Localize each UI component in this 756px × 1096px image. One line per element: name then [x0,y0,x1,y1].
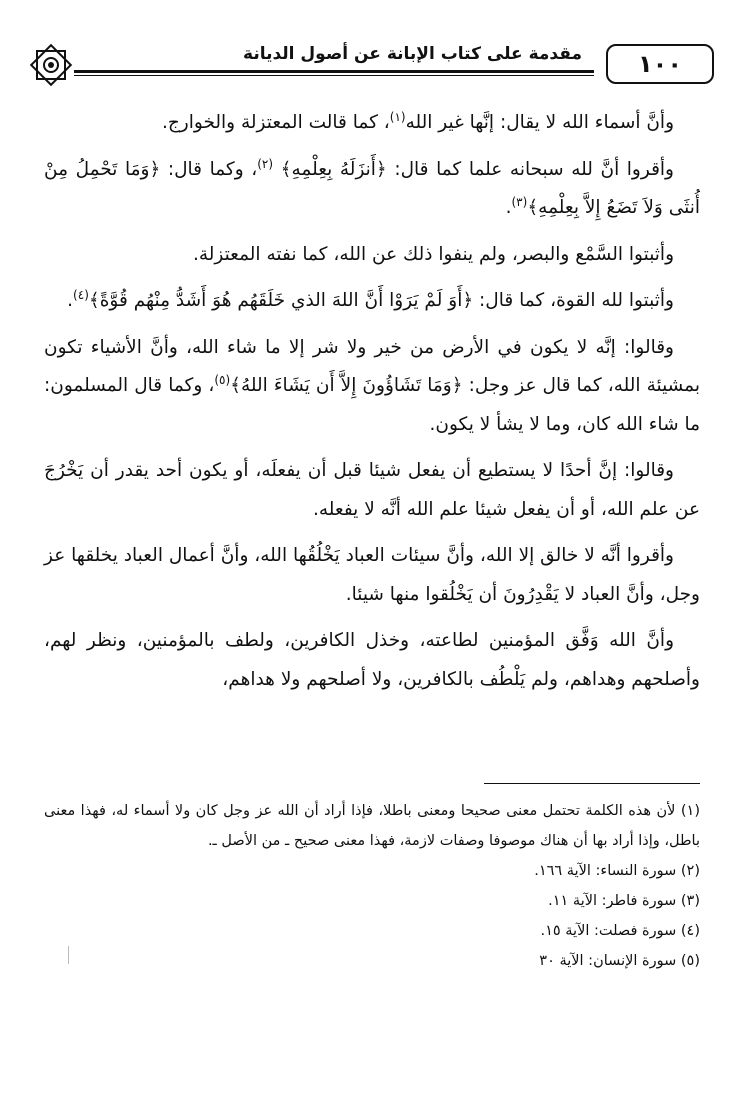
text-segment: وقالوا: إنَّ أحدًا لا يستطيع أن يفعل شيئا قبل أن يفعلَه، أو يكون أحد يقدر أن يَخْرُجَ عن علم الله، أو أن يفعل شيئا علم الله أنَّه لا يفعله. [44,460,700,520]
page-header [28,40,714,90]
footnote: (٥) سورة الإنسان: الآية ٣٠ [539,953,700,969]
text-segment: . [67,290,74,311]
text-segment: وأنَّ الله وَفَّق المؤمنين لطاعته، وخذل الكافرين، ولطف بالمؤمنين، ونظر لهم، وأصلحهم وهداهم، ولم يَلْطُف بالكافرين، ولا أصلحهم ولا هداهم، [44,630,700,690]
footnote-reference: (١) [389,109,406,124]
footnote-reference: (٣) [511,194,528,209]
text-segment: وأنَّ أسماء الله لا يقال: إنَّها غير الله [405,112,674,133]
footnote-reference: (٥) [214,372,231,387]
footnote: (١) لأن هذه الكلمة تحتمل معنى صحيحا ومعنى باطلا، فإذا أراد أن الله عز وجل كان ولا أسماء له، فهذا معنى باطل، وإذا أراد بها أن هناك موصوفا وصفات لازمة، فهذا معنى صحيح ـ من الأصل ـ. [44,803,700,849]
text-segment: ، كما قالت المعتزلة والخوارج. [161,112,390,133]
footnotes [44,796,700,976]
text-segment: ، وكما قال المسلمون: ما شاء الله كان، وما لا يشأ لا يكون. [44,375,700,435]
text-segment: وقالوا: إنَّه لا يكون في الأرض من خير ولا شر إلا ما شاء الله، وأنَّ الأشياء تكون بمشيئة الله، كما قال عز وجل: ﴿وَمَا تَشَاؤُونَ إِلاَّ أَن يَشَاءَ اللهُ﴾ [44,336,700,396]
text-segment: وأثبتوا لله القوة، كما قال: ﴿أَوَ لَمْ يَرَوْا أَنَّ اللهَ الذي خَلَقَهُم هُوَ أَشَدُّ مِنْهُم قُوَّةً﴾ [88,290,674,311]
text-segment: وأثبتوا السَّمْع والبصر، ولم ينفوا ذلك عن الله، كما نفته المعتزلة. [192,243,674,265]
text-segment: ، وكما قال: ﴿وَمَا تَحْمِلُ مِنْ أُنثَى وَلاَ تَضَعُ إِلاَّ بِعِلْمِهِ﴾ [44,158,700,218]
body-paragraph [44,104,700,143]
text-segment: . [505,197,512,218]
footnote: (٣) سورة فاطر: الآية ١١. [548,893,700,909]
main-text [44,104,700,707]
footnote-reference: (٤) [73,287,89,302]
header-rule [74,70,594,73]
footnote: (٤) سورة فصلت: الآية ١٥. [540,923,700,939]
page-number: ١٠٠ [606,44,714,84]
footnote-separator [484,783,700,784]
footnote: (٢) سورة النساء: الآية ١٦٦. [534,863,700,879]
body-paragraph [44,622,700,699]
body-paragraph [44,151,700,228]
body-paragraph [44,236,700,275]
text-segment: وأقروا أنَّ لله سبحانه علما كما قال: ﴿أَنزَلَهُ بِعِلْمِهِ﴾ [273,158,674,180]
body-paragraph [44,329,700,445]
header-rule-thin [74,75,594,76]
scan-speck [68,946,69,964]
running-title: مقدمة على كتاب الإبانة عن أصول الديانة [237,44,588,64]
eight-point-star-ornament-icon [28,42,74,88]
body-paragraph [44,452,700,529]
footnote-reference: (٢) [257,156,274,171]
body-paragraph [44,537,700,614]
body-paragraph [44,282,700,321]
text-segment: وأقروا أنَّه لا خالق إلا الله، وأنَّ سيئات العباد يَخْلُقُها الله، وأنَّ أعمال العباد يخلقها عز وجل، وأنَّ العباد لا يَقْدِرُونَ أن يَخْلُقوا منها شيئا. [44,545,700,605]
